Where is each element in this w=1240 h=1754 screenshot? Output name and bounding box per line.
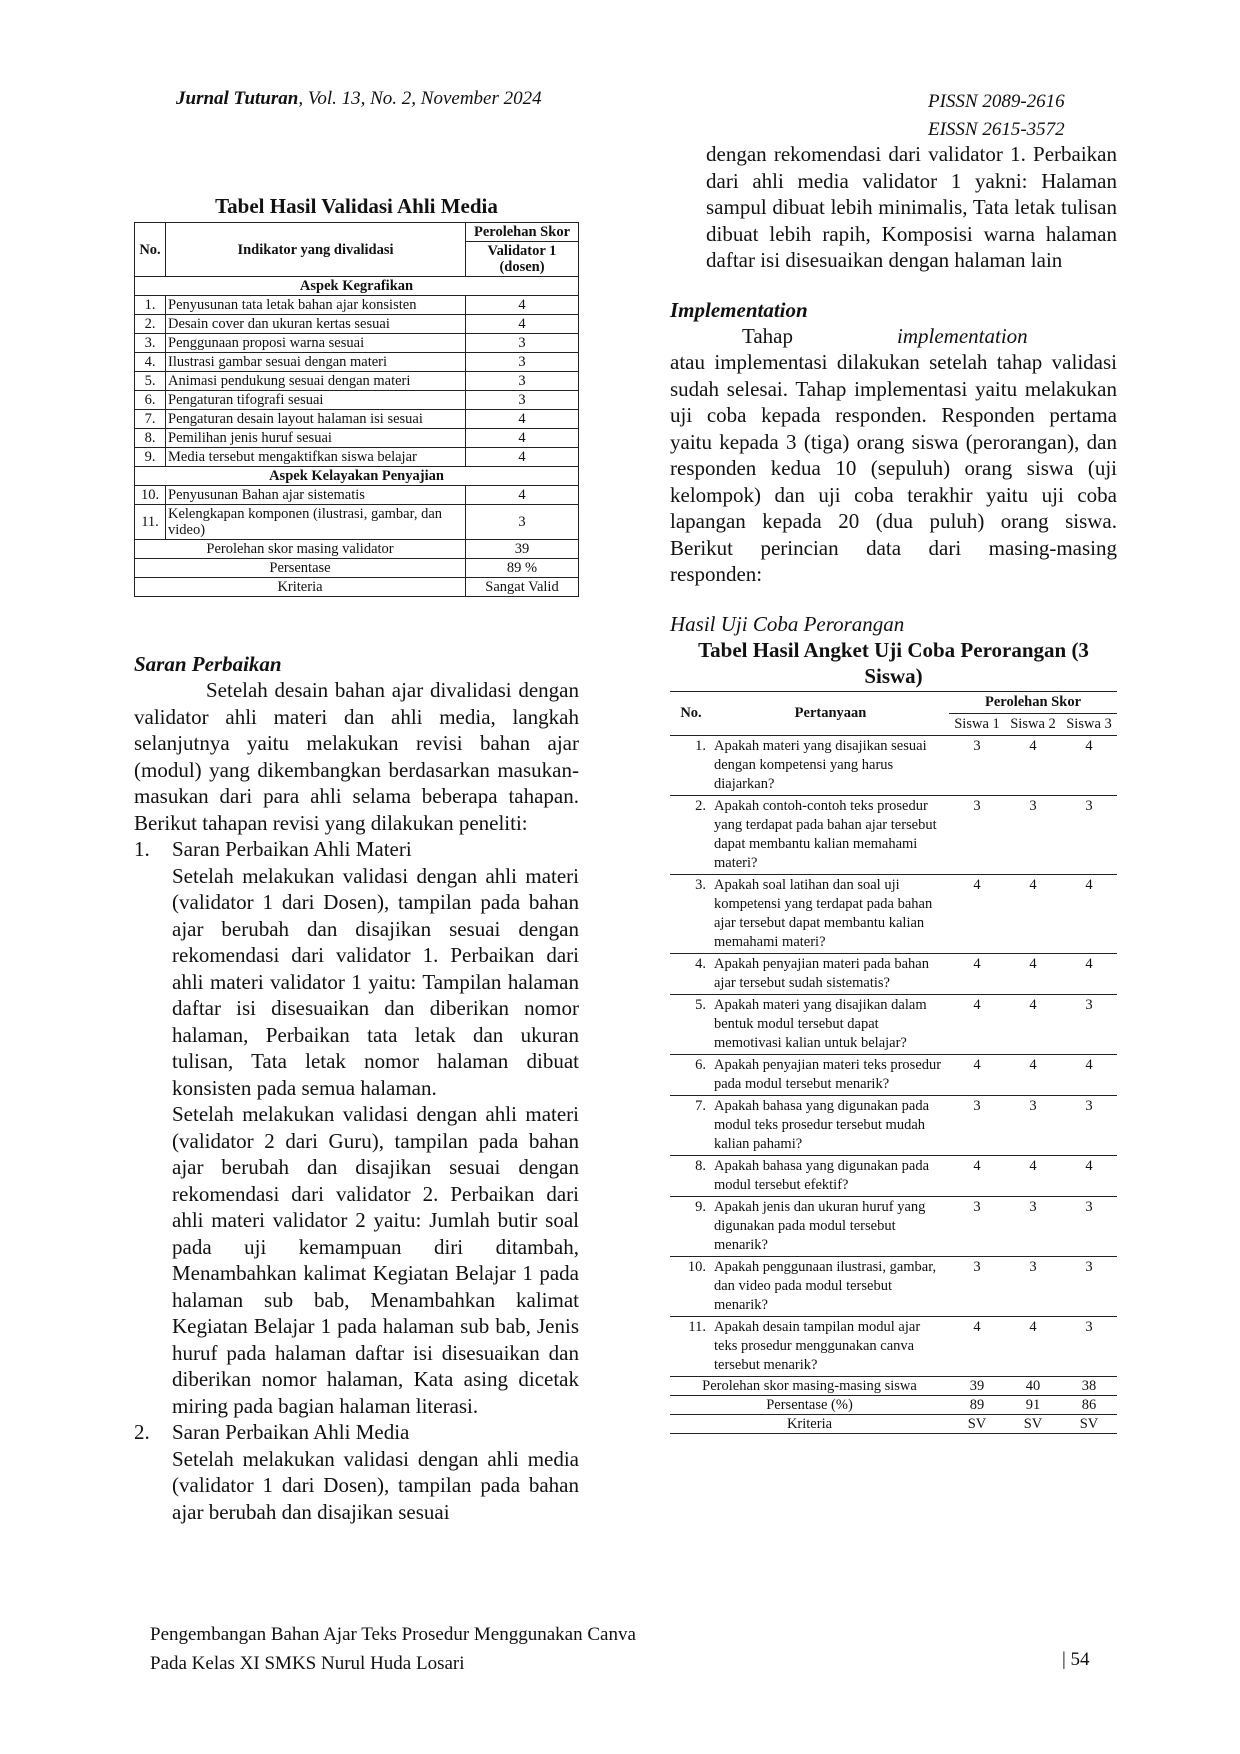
table-row: 3. Apakah soal latihan dan soal uji kompetensi yang terdapat pada bahan ajar tersebut dapat membantu kalian memahami materi? 4 4 4 bbox=[670, 874, 1117, 953]
list-item: 2. Saran Perbaikan Ahli Media Setelah melakukan validasi dengan ahli media (validator 1 dari Dosen), tampilan pada bahan ajar berubah dan disajikan sesuai bbox=[134, 1420, 579, 1524]
item1-p2: Setelah melakukan validasi dengan ahli materi (validator 2 dari Guru), tampilan pada bahan ajar berubah dan disajikan sesuai dengan rekomendasi dari validator 2. Perbaikan dari ahli materi validator 2 yaitu: Jumlah butir soal pada uji kemampuan diri ditambah, Menambahkan kalimat Kegiatan Belajar 1 pada halaman sub bab, Menambahkan kalimat Kegiatan Belajar 1 pada halaman sub bab, Jenis huruf pada halaman daftar isi disesuaikan dan diberikan nomor halaman, Kata asing dicetak miring pada bagian halaman literasi. bbox=[172, 1102, 579, 1418]
table-row: 3. Penggunaan proposi warna sesuai 3 bbox=[135, 334, 579, 353]
footer-line2: Pada Kelas XI SMKS Nurul Huda Losari bbox=[150, 1653, 465, 1674]
saran-intro: Setelah desain bahan ajar divalidasi dengan validator ahli materi dan ahli media, langkah selanjutnya yaitu melakukan revisi bahan ajar (modul) yang dikembangkan berdasarkan masukan-masukan dari para ahli selama beberapa tahapan. Berikut tahapan revisi yang dilakukan peneliti: bbox=[134, 678, 579, 835]
t1-col-validator: Validator 1 (dosen) bbox=[466, 242, 579, 277]
table-row: 5. Apakah materi yang disajikan dalam bentuk modul tersebut dapat memotivasi kalian untuk belajar? 4 4 3 bbox=[670, 994, 1117, 1054]
table-row: 6. Apakah penyajian materi teks prosedur pada modul tersebut menarik? 4 4 4 bbox=[670, 1054, 1117, 1095]
t2-col-s1: Siswa 1 bbox=[949, 713, 1005, 735]
issn-header bbox=[928, 88, 1065, 144]
t1-col-no: No. bbox=[135, 223, 166, 277]
table1-caption: Tabel Hasil Validasi Ahli Media bbox=[215, 194, 498, 218]
table-row: 1. Penyusunan tata letak bahan ajar konsisten 4 bbox=[135, 296, 579, 315]
t2-col-no: No. bbox=[670, 691, 712, 735]
page-footer bbox=[150, 1620, 636, 1678]
table-row: 8. Apakah bahasa yang digunakan pada modul tersebut efektif? 4 4 4 bbox=[670, 1155, 1117, 1196]
table-row: 4. Ilustrasi gambar sesuai dengan materi 3 bbox=[135, 353, 579, 372]
t1-aspect1: Aspek Kegrafikan bbox=[135, 277, 579, 296]
t2-col-s3: Siswa 3 bbox=[1061, 713, 1117, 735]
t2-col-question: Pertanyaan bbox=[712, 691, 949, 735]
table-row: 8. Pemilihan jenis huruf sesuai 4 bbox=[135, 429, 579, 448]
list-item: 1. Saran Perbaikan Ahli Materi Setelah melakukan validasi dengan ahli materi (validator 1 dari Dosen), tampilan pada bahan ajar berubah dan disajikan sesuai dengan rekomendasi dari validator 1. Perbaikan dari ahli materi validator 1 yaitu: Tampilan halaman daftar isi disesuaikan dan diberikan nomor halaman, Perbaikan tata letak dan ukuran tulisan, Tata letak nomor halaman dibuat konsisten pada semua halaman. Setelah melakukan validasi dengan ahli materi (validator 2 dari Guru), tampilan pada bahan ajar berubah dan disajikan sesuai dengan rekomendasi dari validator 2. Perbaikan dari ahli materi validator 2 yaitu: Jumlah butir soal pada uji kemampuan diri ditambah, Menambahkan kalimat Kegiatan Belajar 1 pada halaman sub bab, Menambahkan kalimat Kegiatan Belajar 1 pada halaman sub bab, Jenis huruf pada halaman daftar isi disesuaikan dan diberikan nomor halaman, Kata asing dicetak miring pada bagian halaman literasi. bbox=[134, 837, 579, 1418]
table-row: 2. Desain cover dan ukuran kertas sesuai 4 bbox=[135, 315, 579, 334]
table-row: 1. Apakah materi yang disajikan sesuai dengan kompetensi yang harus diajarkan? 3 4 4 bbox=[670, 735, 1117, 795]
t1-col-score: Perolehan Skor bbox=[466, 223, 579, 242]
right-column bbox=[670, 141, 1117, 1434]
t2-subheading: Hasil Uji Coba Perorangan bbox=[670, 611, 905, 636]
table-row: 4. Apakah penyajian materi pada bahan ajar tersebut sudah sistematis? 4 4 4 bbox=[670, 953, 1117, 994]
table-row: 11. Kelengkapan komponen (ilustrasi, gambar, dan video) 3 bbox=[135, 505, 579, 540]
pissn: PISSN 2089-2616 bbox=[928, 91, 1065, 112]
saran-section bbox=[134, 652, 579, 1525]
implementation-paragraph: Tahap implementationatau implementasi dilakukan setelah tahap validasi sudah selesai. Tahap implementasi yaitu melakukan uji coba kepada responden. Responden pertama yaitu kepada 3 (tiga) orang siswa (perorangan), dan responden kedua 10 (sepuluh) orang siswa (uji kelompok) dan uji coba terakhir yaitu uji coba lapangan kepada 20 (dua puluh) orang siswa. Berikut perincian data dari masing-masing responden: bbox=[670, 323, 1117, 586]
item1-p1: Setelah melakukan validasi dengan ahli materi (validator 1 dari Dosen), tampilan pada bahan ajar berubah dan disajikan sesuai dengan rekomendasi dari validator 1. Perbaikan dari ahli materi validator 1 yaitu: Tampilan halaman daftar isi disesuaikan dan diberikan nomor halaman, Perbaikan tata letak dan ukuran tulisan, Tata letak nomor halaman dibuat konsisten pada semua halaman. bbox=[172, 863, 579, 1100]
table-row: 5. Animasi pendukung sesuai dengan materi 3 bbox=[135, 372, 579, 391]
t1-total-row: Perolehan skor masing validator 39 bbox=[135, 540, 579, 559]
table2-caption: Tabel Hasil Angket Uji Coba Perorangan (3 Siswa) bbox=[698, 637, 1089, 688]
individual-trial-table bbox=[670, 691, 1117, 1434]
footer-line1: Pengembangan Bahan Ajar Teks Prosedur Menggunakan Canva bbox=[150, 1624, 636, 1645]
table-row: 9. Media tersebut mengaktifkan siswa belajar 4 bbox=[135, 448, 579, 467]
item2-p1: Setelah melakukan validasi dengan ahli media (validator 1 dari Dosen), tampilan pada bahan ajar berubah dan disajikan sesuai bbox=[172, 1446, 579, 1524]
journal-name: Jurnal Tuturan bbox=[176, 88, 299, 109]
table-row: 10. Penyusunan Bahan ajar sistematis 4 bbox=[135, 486, 579, 505]
table-row: 6. Pengaturan tifografi sesuai 3 bbox=[135, 391, 579, 410]
journal-header bbox=[176, 88, 542, 110]
saran-list bbox=[134, 836, 579, 1525]
t2-percent-row: Persentase (%) 89 91 86 bbox=[670, 1395, 1117, 1414]
page-number: | 54 bbox=[1062, 1649, 1090, 1670]
table-row: 7. Apakah bahasa yang digunakan pada modul teks prosedur tersebut mudah kalian pahami? 3 3 3 bbox=[670, 1095, 1117, 1155]
t1-criteria-row: Kriteria Sangat Valid bbox=[135, 578, 579, 597]
t2-total-row: Perolehan skor masing-masing siswa 39 40 38 bbox=[670, 1376, 1117, 1395]
t2-criteria-row: Kriteria SV SV SV bbox=[670, 1414, 1117, 1433]
left-column bbox=[134, 194, 579, 597]
table-row: 9. Apakah jenis dan ukuran huruf yang digunakan pada modul tersebut menarik? 3 3 3 bbox=[670, 1196, 1117, 1256]
table-row: 10. Apakah penggunaan ilustrasi, gambar, dan video pada modul tersebut menarik? 3 3 3 bbox=[670, 1256, 1117, 1316]
t1-percent-row: Persentase 89 % bbox=[135, 559, 579, 578]
item2-continued: dengan rekomendasi dari validator 1. Perbaikan dari ahli media validator 1 yakni: Halaman sampul dibuat lebih minimalis, Tata letak tulisan dibuat lebih rapih, Komposisi warna halaman daftar isi disesuaikan dengan halaman lain bbox=[706, 142, 1117, 272]
saran-title: Saran Perbaikan bbox=[134, 652, 282, 676]
table-row: 7. Pengaturan desain layout halaman isi sesuai 4 bbox=[135, 410, 579, 429]
eissn: EISSN 2615-3572 bbox=[928, 119, 1065, 140]
item2-title: Saran Perbaikan Ahli Media bbox=[172, 1420, 410, 1444]
implementation-title: Implementation bbox=[670, 297, 808, 322]
item1-title: Saran Perbaikan Ahli Materi bbox=[172, 837, 412, 861]
journal-volume: , Vol. 13, No. 2, November 2024 bbox=[298, 88, 542, 109]
t2-col-score: Perolehan Skor bbox=[949, 691, 1117, 713]
table-row: 11. Apakah desain tampilan modul ajar teks prosedur menggunakan canva tersebut menarik? 4 4 3 bbox=[670, 1316, 1117, 1376]
media-validation-table bbox=[134, 222, 579, 597]
t1-aspect2: Aspek Kelayakan Penyajian bbox=[135, 467, 579, 486]
table-row: 2. Apakah contoh-contoh teks prosedur yang terdapat pada bahan ajar tersebut dapat membantu kalian memahami materi? 3 3 3 bbox=[670, 795, 1117, 874]
t1-col-indicator: Indikator yang divalidasi bbox=[166, 223, 466, 277]
t2-col-s2: Siswa 2 bbox=[1005, 713, 1061, 735]
